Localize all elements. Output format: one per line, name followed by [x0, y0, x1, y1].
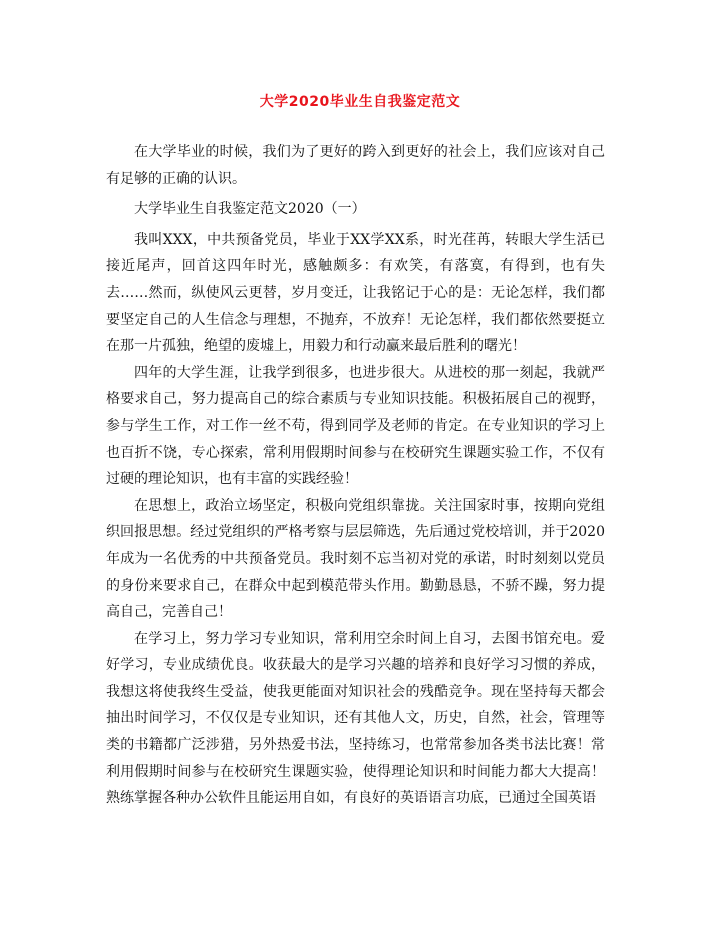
- body-paragraph: 在思想上，政治立场坚定，积极向党组织靠拢。关注国家时事，按期向党组织回报思想。经过党组织的严格考察与层层筛选，先后通过党校培训，并于2020年成为一名优秀的中共预备党员。我时刻不忘当初对党的承诺，时时刻刻以党员的身份来要求自己，在群众中起到模范带头作用。勤勤恳恳，不骄不躁，努力提高自己，完善自己！: [106, 497, 605, 621]
- body-paragraph: 在学习上，努力学习专业知识，常利用空余时间上自习，去图书馆充电。爱好学习，专业成绩优良。收获最大的是学习兴趣的培养和良好学习习惯的养成，我想这将使我终生受益，使我更能面对知识社会的残酷竞争。现在坚持每天都会抽出时间学习，不仅仅是专业知识，还有其他人文，历史，自然，社会，管理等类的书籍都广泛涉猎，另外热爱书法，坚持练习，也常常参加各类书法比赛！常利用假期时间参与在校研究生课题实验，使得理论知识和时间能力都大大提高！熟练掌握各种办公软件且能运用自如，有良好的英语语言功底，已通过全国英语: [106, 630, 605, 807]
- document-body: [106, 139, 605, 812]
- intro-paragraph: 在大学毕业的时候，我们为了更好的跨入到更好的社会上，我们应该对自己有足够的正确的认识。: [106, 144, 605, 187]
- body-paragraph: 四年的大学生涯，让我学到很多，也进步很大。从进校的那一刻起，我就严格要求自己，努力提高自己的综合素质与专业知识技能。积极拓展自己的视野，参与学生工作，对工作一丝不苟，得到同学及老师的肯定。在专业知识的学习上也百折不饶，专心探索，常利用假期时间参与在校研究生课题实验工作，不仅有过硬的理论知识，也有丰富的实践经验！: [106, 364, 605, 488]
- section-heading: 大学毕业生自我鉴定范文2020（一）: [134, 201, 366, 218]
- document-title: 大学2020毕业生自我鉴定范文: [259, 94, 461, 110]
- body-paragraph: 我叫XXX，中共预备党员，毕业于XX学XX系，时光荏苒，转眼大学生活已接近尾声，回首这四年时光，感触颇多：有欢笑，有落寞，有得到，也有失去……然而，纵使风云更替，岁月变迁，让我铭记于心的是：无论怎样，我们都要坚定自己的人生信念与理想，不抛弃，不放弃！无论怎样，我们都依然要挺立在那一片孤独，绝望的废墟上，用毅力和行动赢来最后胜利的曙光！: [106, 231, 605, 355]
